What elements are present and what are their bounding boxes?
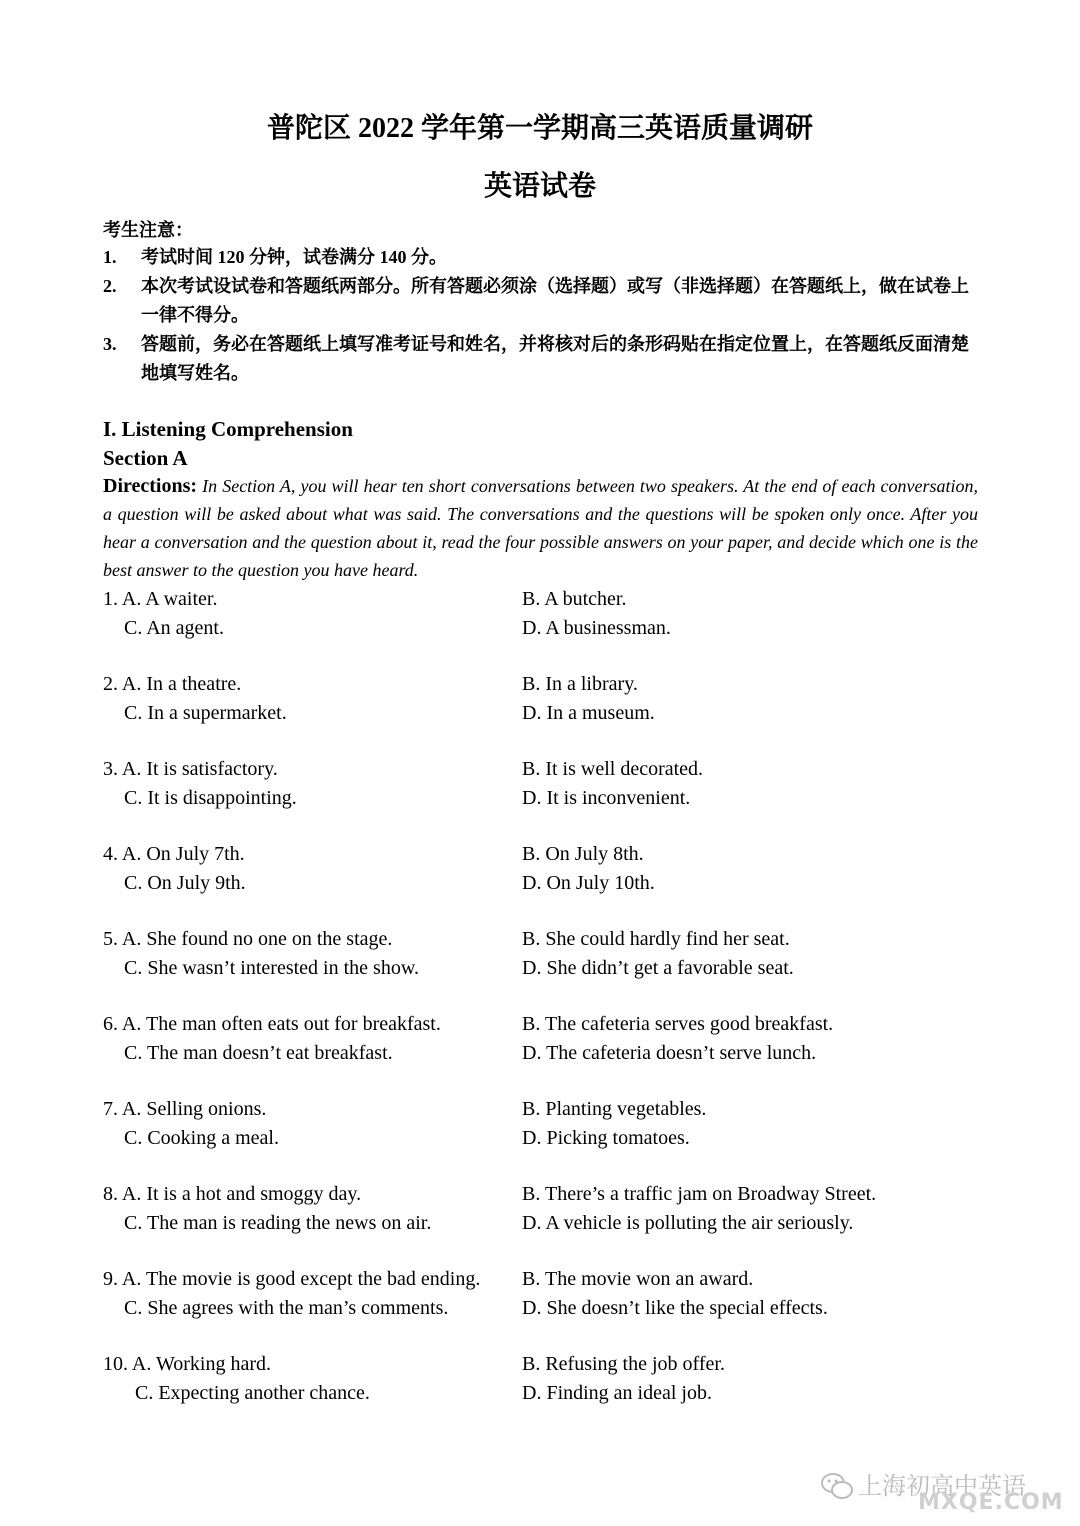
option-a: 2. A. In a theatre. (103, 673, 242, 695)
option-d: D. In a museum. (522, 702, 655, 724)
notice-item-number: 3. (103, 334, 117, 354)
paper-subtitle: 英语试卷 (483, 171, 596, 202)
watermark-text: 上海初高中英语 (858, 1472, 1026, 1500)
notice-item-text: 本次考试设试卷和答题纸两部分。所有答题必须涂（选择题）或写（非选择题）在答题纸上，做在试卷上一律不得分。 (141, 276, 969, 325)
option-b: B. In a library. (522, 673, 638, 695)
option-c: C. Expecting another chance. (135, 1382, 370, 1404)
option-d: D. The cafeteria doesn’t serve lunch. (522, 1042, 817, 1064)
option-a: 10. A. Working hard. (103, 1353, 272, 1375)
option-b: B. Planting vegetables. (522, 1098, 707, 1120)
part-heading: I. Listening Comprehension (103, 417, 353, 441)
directions-label: Directions: (103, 475, 198, 497)
option-d: D. She didn’t get a favorable seat. (522, 957, 794, 979)
watermark-url: MXQE.COM (918, 1490, 1064, 1515)
option-b: B. The movie won an award. (522, 1268, 754, 1290)
notice-item-text: 答题前，务必在答题纸上填写准考证号和姓名，并将核对后的条形码贴在指定位置上，在答题纸反面清楚地填写姓名。 (141, 334, 969, 383)
option-d: D. She doesn’t like the special effects. (522, 1297, 828, 1319)
option-d: D. Finding an ideal job. (522, 1382, 712, 1404)
option-b: B. On July 8th. (522, 843, 644, 865)
option-d: D. On July 10th. (522, 872, 655, 894)
directions (103, 472, 978, 584)
notice-heading: 考生注意： (103, 220, 193, 240)
option-b: B. A butcher. (522, 588, 627, 610)
notice-item-number: 1. (103, 247, 117, 267)
question-2 (103, 670, 983, 728)
option-d: D. A vehicle is polluting the air seriously. (522, 1212, 854, 1234)
option-b: B. The cafeteria serves good breakfast. (522, 1013, 834, 1035)
option-c: C. An agent. (124, 617, 224, 639)
notice-item-number: 2. (103, 276, 117, 296)
option-a: 8. A. It is a hot and smoggy day. (103, 1183, 362, 1205)
option-d: D. It is inconvenient. (522, 787, 691, 809)
option-a: 7. A. Selling onions. (103, 1098, 267, 1120)
question-5 (103, 925, 983, 983)
option-b: B. There’s a traffic jam on Broadway Street. (522, 1183, 877, 1205)
option-c: C. Cooking a meal. (124, 1127, 279, 1149)
exam-title: 普陀区 2022 学年第一学期高三英语质量调研 (266, 113, 813, 144)
notice-item-text: 考试时间 120 分钟，试卷满分 140 分。 (141, 247, 447, 267)
option-c: C. In a supermarket. (124, 702, 287, 724)
question-1 (103, 585, 983, 643)
option-a: 4. A. On July 7th. (103, 843, 245, 865)
option-c: C. The man is reading the news on air. (124, 1212, 432, 1234)
option-a: 3. A. It is satisfactory. (103, 758, 278, 780)
option-c: C. On July 9th. (124, 872, 246, 894)
option-a: 9. A. The movie is good except the bad ending. (103, 1268, 481, 1290)
question-8 (103, 1180, 983, 1238)
question-4 (103, 840, 983, 898)
option-b: B. Refusing the job offer. (522, 1353, 725, 1375)
option-c: C. It is disappointing. (124, 787, 297, 809)
option-c: C. She agrees with the man’s comments. (124, 1297, 449, 1319)
option-d: D. Picking tomatoes. (522, 1127, 690, 1149)
option-c: C. She wasn’t interested in the show. (124, 957, 419, 979)
question-6 (103, 1010, 983, 1068)
question-9 (103, 1265, 983, 1323)
question-7 (103, 1095, 983, 1153)
option-d: D. A businessman. (522, 617, 671, 639)
watermark (820, 1458, 1070, 1518)
option-a: 1. A. A waiter. (103, 588, 218, 610)
question-3 (103, 755, 983, 813)
option-c: C. The man doesn’t eat breakfast. (124, 1042, 393, 1064)
option-b: B. It is well decorated. (522, 758, 704, 780)
directions-text: In Section A, you will hear ten short conversations between two speakers. At the end of each conversation, a question will be asked about what was said. The conversations and the questions will be spoken only once. After you hear a conversation and the question about it, read the four possible answers on your paper, and decide which one is the best answer to the question you have heard. (103, 476, 979, 580)
option-b: B. She could hardly find her seat. (522, 928, 790, 950)
question-10 (103, 1350, 983, 1408)
section-heading: Section A (103, 446, 188, 470)
option-a: 6. A. The man often eats out for breakfast. (103, 1013, 441, 1035)
wechat-icon (820, 1472, 854, 1500)
option-a: 5. A. She found no one on the stage. (103, 928, 393, 950)
